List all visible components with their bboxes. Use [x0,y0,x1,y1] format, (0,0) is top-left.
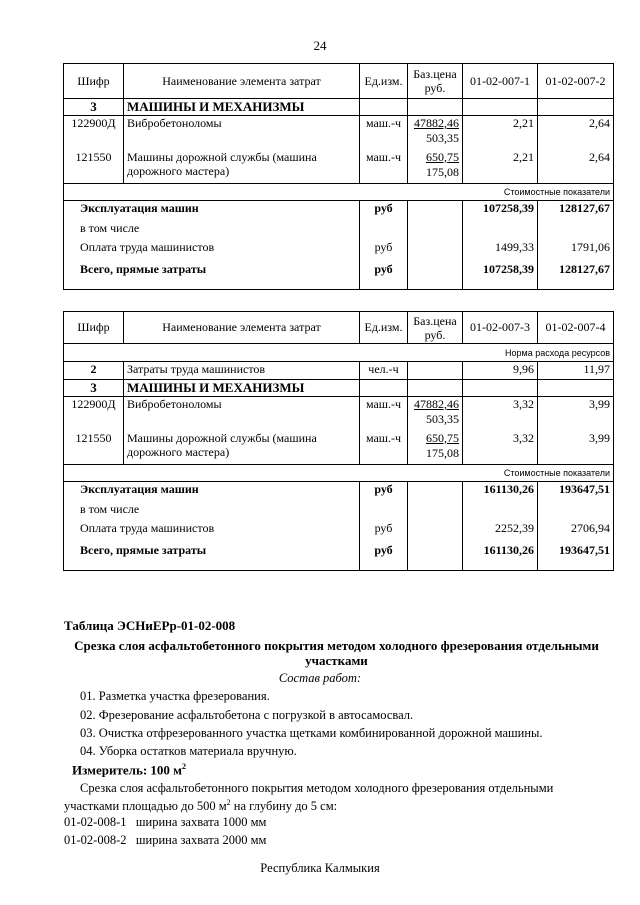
cost-value-2: 193647,51 [538,543,614,571]
table-title: Таблица ЭСНиЕРр-01-02-008 [64,618,236,633]
cost-name: в том числе [64,221,360,240]
cost-name: в том числе [64,502,360,521]
row-unit: маш.-ч [360,397,408,431]
cost-name: Всего, прямые затраты [64,262,360,290]
row-value-1: 3,32 [463,431,538,465]
header-code: Шифр [64,312,124,344]
cost-name: Эксплуатация машин [64,482,360,502]
labor-name: Затраты труда машинистов [124,362,360,380]
header-col1: 01-02-007-1 [463,64,538,99]
row-name: Машины дорожной службы (машина дорожного мастера) [124,431,360,465]
cost-unit: руб [360,521,408,543]
section-title: МАШИНЫ И МЕХАНИЗМЫ [124,99,360,116]
row-name: Машины дорожной службы (машина дорожного мастера) [124,150,360,184]
row-value-2: 3,99 [538,431,614,465]
cost-unit: руб [360,543,408,571]
labor-value-1: 9,96 [463,362,538,380]
work-item: 01. Разметка участка фрезерования. [80,689,270,703]
footer: Республика Калмыкия [260,861,380,875]
cost-value-1: 107258,39 [463,262,538,290]
row-price: 47882,46 503,35 [408,116,463,150]
section-title: МАШИНЫ И МЕХАНИЗМЫ [124,380,360,397]
header-col2: 01-02-007-2 [538,64,614,99]
header-name: Наименование элемента затрат [124,312,360,344]
cost-value-1: 1499,33 [463,240,538,262]
row-value-2: 3,99 [538,397,614,431]
row-code: 121550 [64,150,124,184]
cost-name: Оплата труда машинистов [64,240,360,262]
cost-value-1: 107258,39 [463,201,538,221]
cost-value-2: 1791,06 [538,240,614,262]
cost-value-2: 128127,67 [538,201,614,221]
header-unit: Ед.изм. [360,312,408,344]
row-unit: маш.-ч [360,150,408,184]
cost-name: Эксплуатация машин [64,201,360,221]
row-unit: маш.-ч [360,116,408,150]
item-row: 01-02-008-2 ширина захвата 2000 мм [64,833,267,847]
header-price: Баз.цена руб. [408,64,463,99]
section-code: 3 [64,99,124,116]
cost-unit: руб [360,240,408,262]
row-price: 47882,46 503,35 [408,397,463,431]
estimate-table-1 [63,63,614,290]
work-item: 04. Уборка остатков материала вручную. [80,744,297,758]
labor-unit: чел.-ч [360,362,408,380]
cost-value-1: 2252,39 [463,521,538,543]
header-name: Наименование элемента затрат [124,64,360,99]
header-code: Шифр [64,64,124,99]
meter-label: Измеритель: 100 $м^2$ [72,762,187,778]
item-row: 01-02-008-1 ширина захвата 1000 мм [64,815,267,829]
row-unit: маш.-ч [360,431,408,465]
description-line-1: Срезка слоя асфальтобетонного покрытия методом холодного фрезерования отдельными [80,781,554,795]
row-code: 121550 [64,431,124,465]
cost-value-2: 2706,94 [538,521,614,543]
cost-value-2: 193647,51 [538,482,614,502]
cost-unit: руб [360,201,408,221]
cost-value-2: 128127,67 [538,262,614,290]
labor-code: 2 [64,362,124,380]
header-unit: Ед.изм. [360,64,408,99]
row-name: Вибробетоноломы [124,397,360,431]
row-name: Вибробетоноломы [124,116,360,150]
cost-name: Оплата труда машинистов [64,521,360,543]
row-code: 122900Д [64,397,124,431]
norm-label: Норма расхода ресурсов [64,344,614,362]
row-price: 650,75 175,08 [408,150,463,184]
indicators-label: Стоимостные показатели [64,465,614,482]
section-code: 3 [64,380,124,397]
description-line-2: участками площадью до 500 $м^2$ на глубину до 5 см: [64,798,338,814]
row-value-1: 3,32 [463,397,538,431]
estimate-table-2 [63,311,614,571]
header-price: Баз.цена руб. [408,312,463,344]
composition-title: Состав работ: [278,671,362,685]
header-col1: 01-02-007-3 [463,312,538,344]
labor-value-2: 11,97 [538,362,614,380]
row-value-1: 2,21 [463,150,538,184]
work-item: 02. Фрезерование асфальтобетона с погрузкой в автосамосвал. [80,708,414,722]
work-item: 03. Очистка отфрезерованного участка щетками комбинированной дорожной машины. [80,726,543,740]
row-value-1: 2,21 [463,116,538,150]
row-value-2: 2,64 [538,116,614,150]
cost-unit: руб [360,482,408,502]
cost-value-1: 161130,26 [463,543,538,571]
cost-unit: руб [360,262,408,290]
cost-name: Всего, прямые затраты [64,543,360,571]
section-heading: Срезка слоя асфальтобетонного покрытия методом холодного фрезерования отдельными участками [74,638,599,668]
row-code: 122900Д [64,116,124,150]
row-price: 650,75 175,08 [408,431,463,465]
header-col2: 01-02-007-4 [538,312,614,344]
page-number: 24 [313,38,327,53]
row-value-2: 2,64 [538,150,614,184]
indicators-label: Стоимостные показатели [64,184,614,201]
cost-value-1: 161130,26 [463,482,538,502]
